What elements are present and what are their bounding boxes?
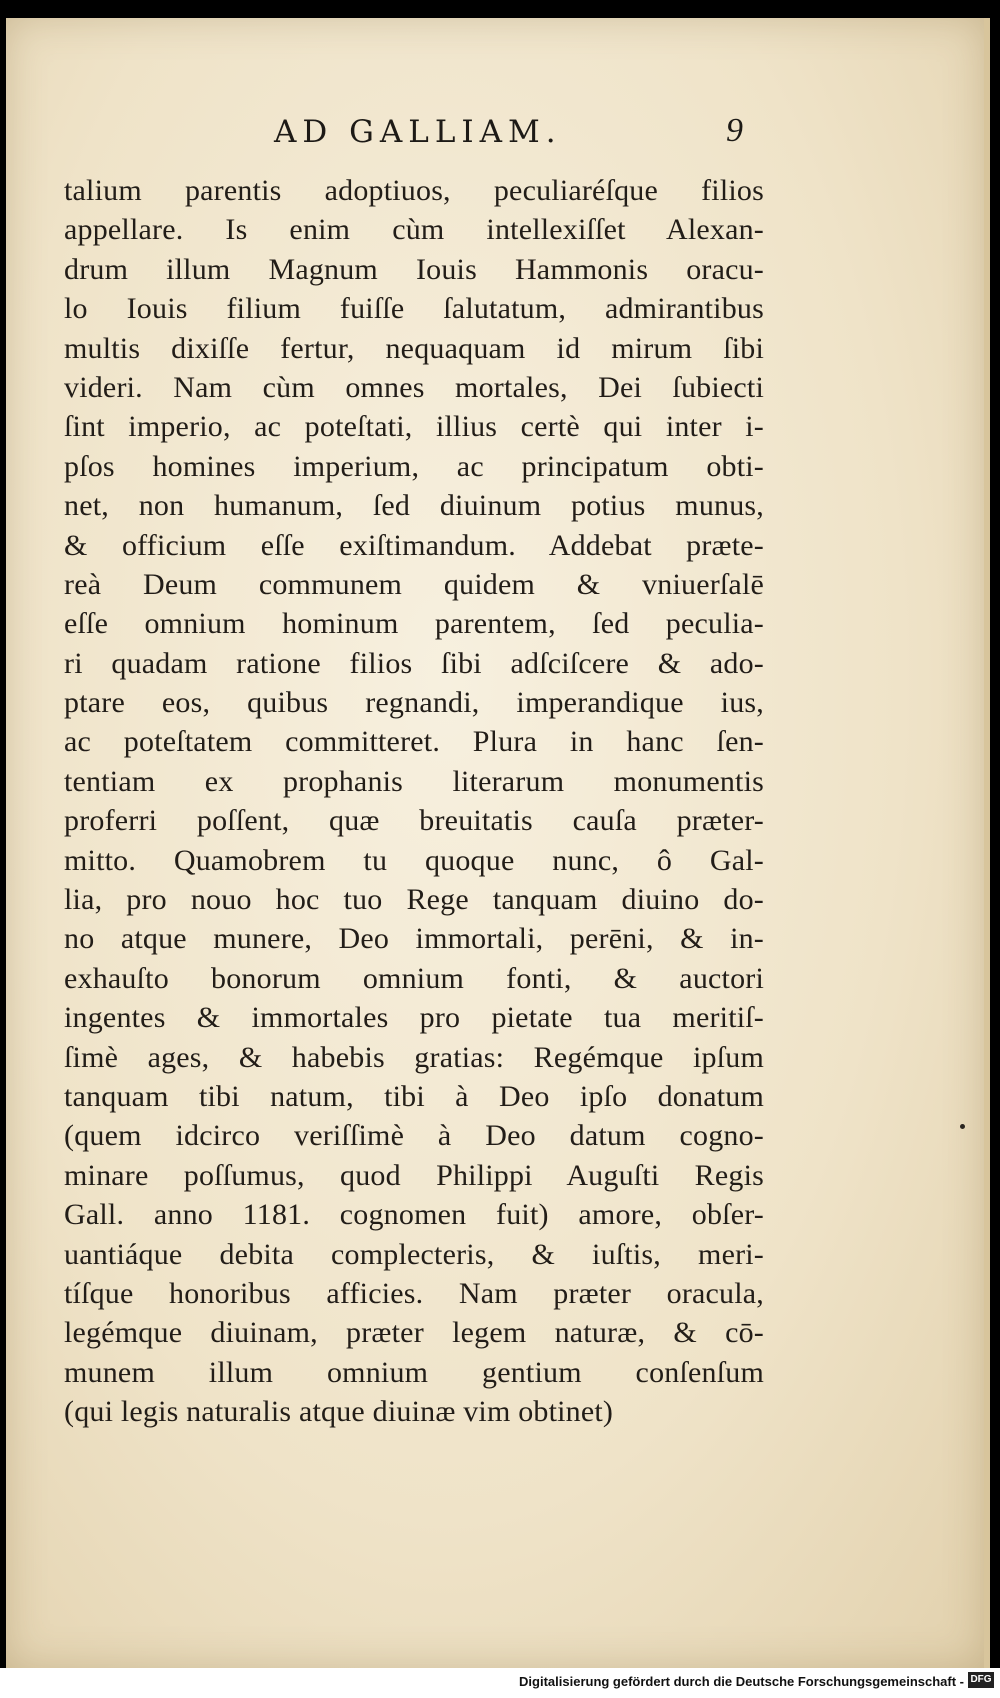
text-line: ptare eos, quibus regnandi, imperandique ius, (64, 686, 764, 720)
footer-credit: Digitalisierung gefördert durch die Deutsche Forschungsgemeinschaft - (519, 1674, 964, 1689)
ink-speck (960, 1124, 965, 1129)
text-line: ſint imperio, ac poteſtati, illius certè qui inter i- (64, 410, 764, 444)
dfg-logo-icon: DFG (968, 1672, 994, 1688)
text-line: Gall. anno 1181. cognomen fuit) amore, obſer- (64, 1198, 764, 1232)
page-number: 9 (726, 112, 743, 149)
footer-band (0, 1668, 1000, 1698)
text-line: & officium eſſe exiſtimandum. Addebat præte- (64, 528, 764, 562)
text-line: lia, pro nouo hoc tuo Rege tanquam diuino do- (64, 883, 764, 917)
text-line: tíſque honoribus afficies. Nam præter oracula, (64, 1276, 764, 1310)
text-line: (quem idcirco veriſſimè à Deo datum cogno- (64, 1119, 764, 1153)
text-line: talium parentis adoptiuos, peculiaréſque filios (64, 174, 764, 207)
text-line: proferri poſſent, quæ breuitatis cauſa præter- (64, 804, 764, 838)
text-line: munem illum omnium gentium conſenſum (64, 1355, 764, 1389)
text-line: ac poteſtatem committeret. Plura in hanc ſen- (64, 725, 764, 759)
text-line: (qui legis naturalis atque diuinæ vim obtinet) (64, 1395, 614, 1429)
text-line: tanquam tibi natum, tibi à Deo ipſo donatum (64, 1079, 764, 1113)
text-line: reà Deum communem quidem & vniuerſalē (64, 567, 764, 601)
text-line: multis dixiſſe fertur, nequaquam id mirum ſibi (64, 331, 764, 365)
text-line: ingentes & immortales pro pietate tua meritiſ- (64, 1001, 764, 1035)
text-line: minare poſſumus, quod Philippi Auguſti Regis (64, 1158, 764, 1192)
text-line: appellare. Is enim cùm intellexiſſet Alexan- (64, 213, 764, 247)
running-head: AD GALLIAM. (274, 114, 562, 150)
text-line: videri. Nam cùm omnes mortales, Dei ſubiecti (64, 370, 764, 404)
text-line: tentiam ex prophanis literarum monumentis (64, 764, 764, 798)
text-line: net, non humanum, ſed diuinum potius munus, (64, 489, 764, 523)
text-line: exhauſto bonorum omnium fonti, & auctori (64, 961, 764, 995)
text-line: ri quadam ratione filios ſibi adſciſcere & ado- (64, 646, 764, 680)
text-line: lo Iouis filium fuiſſe ſalutatum, admirantibus (64, 292, 764, 326)
body-text (64, 171, 764, 1432)
text-line: eſſe omnium hominum parentem, ſed peculia- (64, 607, 764, 641)
text-line: pſos homines imperium, ac principatum obti- (64, 449, 764, 483)
text-line: ſimè ages, & habebis gratias: Regémque ipſum (64, 1040, 764, 1074)
text-line: uantiáque debita complecteris, & iuſtis, meri- (64, 1237, 764, 1271)
text-line: drum illum Magnum Iouis Hammonis oracu- (64, 252, 764, 286)
text-line: no atque munere, Deo immortali, perēni, & in- (64, 922, 764, 956)
text-line: legémque diuinam, præter legem naturæ, & cō- (64, 1316, 764, 1350)
book-page (6, 18, 990, 1668)
text-line: mitto. Quamobrem tu quoque nunc, ô Gal- (64, 843, 764, 877)
page-header (6, 114, 984, 164)
